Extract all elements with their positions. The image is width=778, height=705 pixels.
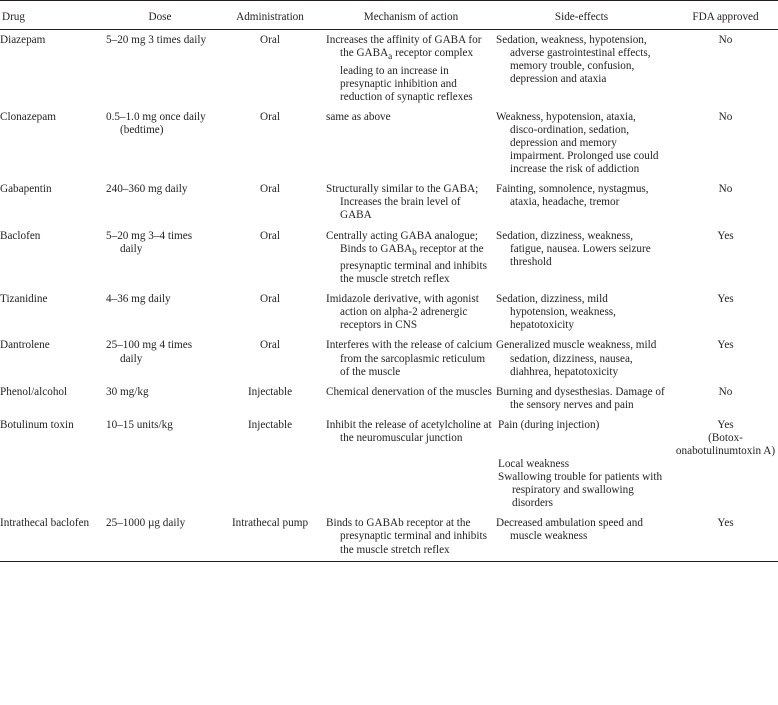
fda-approved: Yes — [717, 229, 734, 242]
administration: Intrathecal pump — [214, 517, 326, 561]
drug-name: Baclofen — [0, 229, 41, 242]
drug-name: Dantrolene — [0, 339, 50, 352]
table-header — [0, 1, 778, 30]
table-row — [0, 230, 778, 294]
drug-name: Phenol/alcohol — [0, 385, 68, 398]
fda-approved: Yes — [717, 339, 734, 352]
administration: Oral — [260, 339, 280, 352]
administration: Oral — [260, 110, 280, 123]
header-drug: Drug — [0, 1, 106, 30]
administration: Oral — [260, 34, 280, 47]
side-effects: Sedation, weakness, hypotension, adverse gastrointestinal effects, memory trouble, confusion, depression and ataxia — [496, 34, 651, 86]
mechanism-text: Centrally acting GABA analogue; Binds to GABA — [326, 229, 478, 255]
table-row — [0, 339, 778, 385]
drug-name: Tizanidine — [0, 293, 48, 306]
dose: 5–20 mg 3 times daily — [106, 34, 207, 47]
side-effect-spacer — [498, 432, 665, 458]
receptor-subscript: b — [412, 247, 417, 258]
dose: 0.5–1.0 mg once daily (bedtime) — [106, 110, 206, 136]
mechanism-text-cont: receptor complex leading to an increase in presynaptic inhibition and reduction of synaptic reflexes — [340, 47, 474, 103]
administration: Injectable — [247, 385, 293, 398]
administration: Injectable — [247, 418, 293, 431]
table-row — [0, 293, 778, 339]
dose: 25–100 mg 4 times daily — [106, 339, 193, 365]
mechanism — [326, 30, 496, 111]
mechanism: Chemical denervation of the muscles — [326, 385, 492, 398]
fda-approved: No — [718, 34, 733, 47]
fda-approved: Yes — [717, 293, 734, 306]
mechanism: Inhibit the release of acetylcholine at the neuromuscular junction — [326, 418, 492, 444]
fda-note: (Botox-onabotulinumtoxin A) — [675, 432, 776, 458]
table-row — [0, 30, 778, 111]
mechanism: same as above — [326, 110, 391, 123]
mechanism-text-cont: receptor at the presynaptic terminal and inhibits the muscle stretch reflex — [340, 242, 487, 286]
side-effects: Weakness, hypotension, ataxia, disco-ordination, sedation, depression and memory impairment. Prolonged use could increase the risk of addiction — [496, 110, 659, 176]
mechanism: Interferes with the release of calcium from the sarcoplasmic reticulum of the muscle — [326, 339, 493, 378]
mechanism-text: Increases the affinity of GABA for the GABA — [326, 34, 482, 60]
side-effects: Sedation, dizziness, weakness, fatigue, nausea. Lowers seizure threshold — [496, 229, 651, 268]
receptor-subscript: a — [388, 52, 393, 63]
mechanism: Structurally similar to the GABA; Increases the brain level of GABA — [326, 183, 479, 222]
fda-status: Yes — [717, 418, 734, 431]
dose: 4–36 mg daily — [106, 293, 171, 306]
administration: Oral — [260, 229, 280, 242]
header-row — [0, 1, 778, 30]
fda-approved: No — [718, 385, 733, 398]
mechanism: Imidazole derivative, with agonist action on alpha-2 adrenergic receptors in CNS — [326, 293, 479, 332]
mechanism — [326, 230, 496, 294]
side-effects: Decreased ambulation speed and muscle weakness — [496, 517, 667, 561]
header-fda-approved: FDA approved — [667, 1, 778, 30]
drug-name: Gabapentin — [0, 183, 52, 196]
fda-approved — [667, 419, 778, 517]
dose: 240–360 mg daily — [106, 183, 188, 196]
side-effects: Sedation, dizziness, mild hypotension, weakness, hepatotoxicity — [496, 293, 616, 332]
mechanism: Binds to GABAb receptor at the presynaptic terminal and inhibits the muscle stretch reflex — [326, 517, 496, 561]
fda-approved: No — [718, 183, 733, 196]
side-effects: Fainting, somnolence, nystagmus, ataxia, headache, tremor — [496, 183, 649, 209]
dose: 10–15 units/kg — [106, 418, 173, 431]
side-effects: Generalized muscle weakness, mild sedation, dizziness, nausea, diahhrea, hepatotoxicity — [496, 339, 657, 378]
table-body — [0, 30, 778, 562]
administration: Oral — [260, 293, 280, 306]
drug-name: Clonazepam — [0, 110, 56, 123]
drug-name: Diazepam — [0, 34, 46, 47]
side-effects — [496, 419, 667, 517]
drug-name: Intrathecal baclofen — [0, 517, 106, 561]
side-effect-item: Pain (during injection) — [498, 418, 600, 431]
header-side-effects: Side-effects — [496, 1, 667, 30]
dose: 25–1000 µg daily — [106, 517, 214, 561]
header-administration: Administration — [214, 1, 326, 30]
fda-approved: No — [718, 110, 733, 123]
side-effect-item: Swallowing trouble for patients with respiratory and swallowing disorders — [498, 471, 663, 510]
table-row — [0, 183, 778, 229]
fda-approved: Yes — [667, 517, 778, 561]
header-dose: Dose — [106, 1, 214, 30]
side-effect-item: Local weakness — [498, 458, 570, 470]
drug-name: Botulinum toxin — [0, 418, 74, 431]
dose: 30 mg/kg — [106, 385, 149, 398]
header-mechanism: Mechanism of action — [326, 1, 496, 30]
side-effects: Burning and dysesthesias. Damage of the sensory nerves and pain — [496, 385, 665, 411]
dose: 5–20 mg 3–4 times daily — [106, 229, 193, 255]
table-row — [0, 386, 778, 419]
administration: Oral — [260, 183, 280, 196]
table-row — [0, 517, 778, 561]
table-row — [0, 419, 778, 517]
table-row — [0, 111, 778, 183]
